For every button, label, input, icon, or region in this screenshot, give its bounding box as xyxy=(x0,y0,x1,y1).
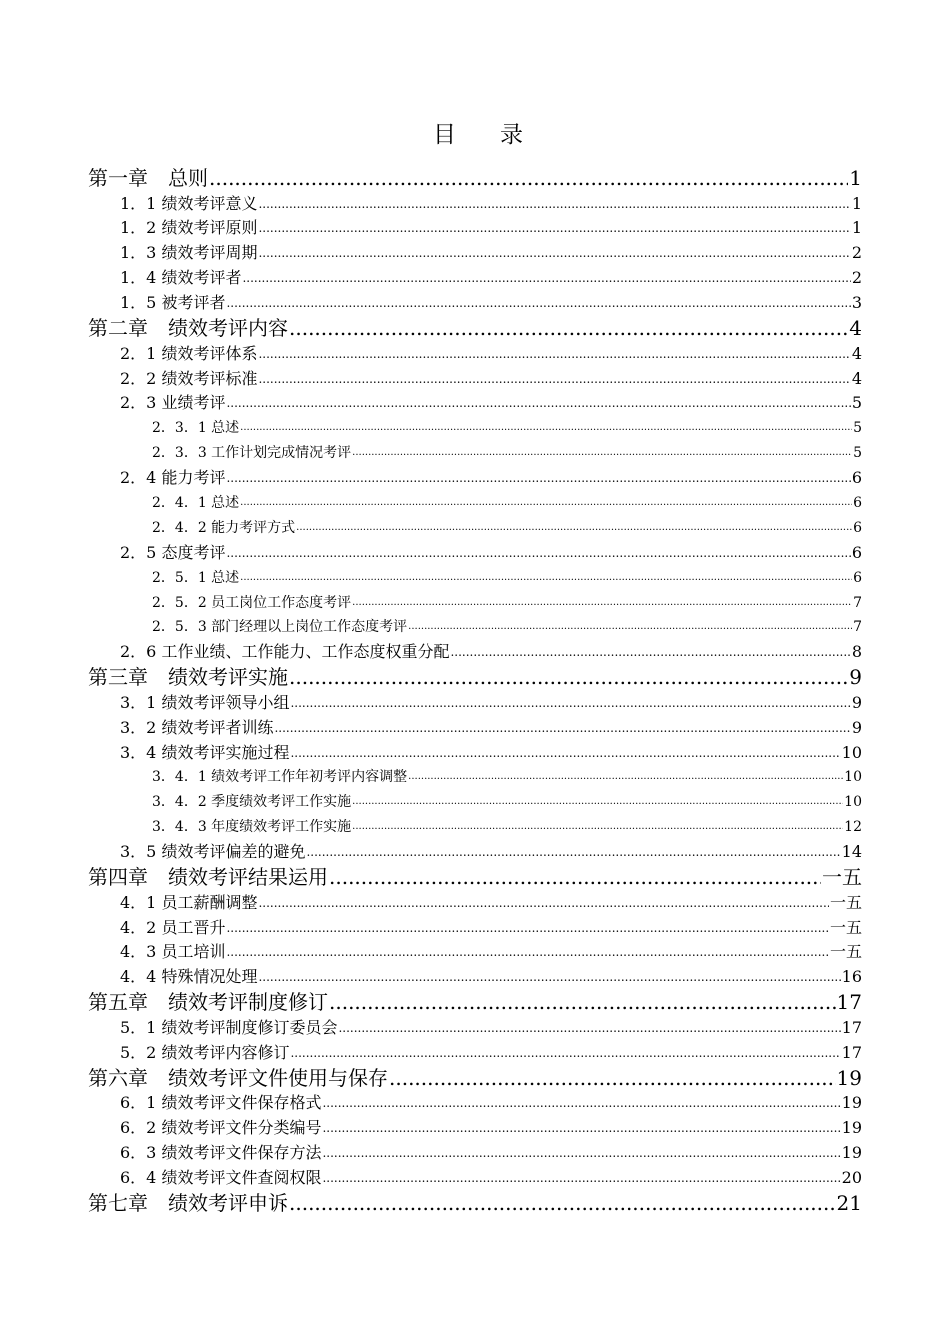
toc-subsection-entry[interactable] xyxy=(88,566,862,591)
toc-subsection-entry[interactable] xyxy=(88,516,862,541)
toc-entry-page-number: 7 xyxy=(853,619,862,636)
toc-entry-page-number: 19 xyxy=(841,1142,862,1162)
toc-section-entry[interactable] xyxy=(88,1091,862,1116)
toc-entry-page-number: 17 xyxy=(841,1017,862,1037)
toc-section-entry[interactable] xyxy=(88,192,862,217)
toc-subsection-entry[interactable] xyxy=(88,615,862,640)
toc-entry-page-number: 4 xyxy=(851,343,862,363)
toc-entry-label: 5．2 绩效考评内容修订 xyxy=(120,1042,290,1062)
toc-entry-label: 2．5 态度考评 xyxy=(120,542,226,562)
toc-chapter-entry[interactable] xyxy=(88,665,862,691)
toc-entry-page-number: 10 xyxy=(841,742,862,762)
toc-entry-page-number: 2 xyxy=(851,268,862,288)
toc-dot-leader xyxy=(296,516,852,541)
toc-entry-page-number: 19 xyxy=(836,1065,862,1090)
toc-chapter-entry[interactable] xyxy=(88,990,862,1016)
toc-dot-leader xyxy=(289,316,848,342)
toc-dot-leader xyxy=(289,665,848,691)
toc-section-entry[interactable] xyxy=(88,691,862,716)
toc-entry-label: 2．5．2 员工岗位工作态度考评 xyxy=(152,594,352,611)
toc-chapter-entry[interactable] xyxy=(88,865,862,891)
toc-section-entry[interactable] xyxy=(88,940,862,965)
toc-section-entry[interactable] xyxy=(88,891,862,916)
toc-entry-page-number: 9 xyxy=(849,665,862,690)
toc-entry-label: 第五章 绩效考评制度修订 xyxy=(88,990,328,1015)
toc-title-right: 录 xyxy=(500,122,523,148)
toc-section-entry[interactable] xyxy=(88,367,862,392)
toc-dot-leader xyxy=(226,916,829,941)
toc-entry-page-number: 1 xyxy=(851,218,862,238)
toc-entry-label: 第一章 总则 xyxy=(88,166,208,190)
toc-entry-label: 3．4．2 季度绩效考评工作实施 xyxy=(152,794,352,811)
toc-subsection-entry[interactable] xyxy=(88,815,862,840)
toc-subsection-entry[interactable] xyxy=(88,790,862,815)
toc-entry-page-number: 2 xyxy=(851,243,862,263)
toc-dot-leader xyxy=(306,840,840,865)
toc-subsection-entry[interactable] xyxy=(88,491,862,516)
toc-entry-label: 2．3 业绩考评 xyxy=(120,393,226,413)
toc-entry-label: 4．2 员工晋升 xyxy=(120,917,226,937)
toc-dot-leader xyxy=(226,466,850,491)
toc-section-entry[interactable] xyxy=(88,741,862,766)
toc-entry-page-number: 4 xyxy=(849,316,862,341)
toc-entry-label: 第四章 绩效考评结果运用 xyxy=(88,865,328,890)
toc-section-entry[interactable] xyxy=(88,1041,862,1066)
toc-dot-leader xyxy=(329,990,836,1016)
toc-entry-label: 3．2 绩效考评者训练 xyxy=(120,717,274,737)
toc-dot-leader xyxy=(258,192,850,217)
toc-entry-label: 5．1 绩效考评制度修订委员会 xyxy=(120,1017,338,1037)
toc-entry-label: 第二章 绩效考评内容 xyxy=(88,316,288,341)
toc-entry-page-number: 8 xyxy=(851,642,862,662)
toc-entry-label: 1．1 绩效考评意义 xyxy=(120,193,258,213)
toc-entry-label: 2．5．3 部门经理以上岗位工作态度考评 xyxy=(152,619,408,636)
toc-section-entry[interactable] xyxy=(88,342,862,367)
toc-dot-leader xyxy=(352,790,843,815)
toc-dot-leader xyxy=(338,1016,840,1041)
toc-section-entry[interactable] xyxy=(88,216,862,241)
toc-dot-leader xyxy=(450,640,850,665)
toc-dot-leader xyxy=(258,342,850,367)
toc-dot-leader xyxy=(226,541,850,566)
toc-entry-label: 第三章 绩效考评实施 xyxy=(88,665,288,690)
toc-dot-leader xyxy=(226,291,850,316)
toc-dot-leader xyxy=(242,266,850,291)
toc-section-entry[interactable] xyxy=(88,466,862,491)
toc-dot-leader xyxy=(322,1166,840,1191)
toc-entry-page-number: 6 xyxy=(853,494,862,511)
toc-entry-label: 6．3 绩效考评文件保存方法 xyxy=(120,1142,322,1162)
toc-entry-page-number: 一五 xyxy=(829,917,862,937)
toc-entry-label: 2．3．3 工作计划完成情况考评 xyxy=(152,445,352,462)
toc-section-entry[interactable] xyxy=(88,840,862,865)
toc-entry-page-number: 5 xyxy=(853,420,862,437)
toc-entry-label: 第七章 绩效考评申诉 xyxy=(88,1190,288,1215)
toc-dot-leader xyxy=(322,1091,840,1116)
toc-dot-leader xyxy=(209,166,848,192)
toc-entry-page-number: 5 xyxy=(853,445,862,462)
toc-entry-page-number: 14 xyxy=(841,842,862,862)
toc-dot-leader xyxy=(258,965,840,990)
toc-entry-page-number: 10 xyxy=(844,769,862,786)
toc-entry-label: 6．2 绩效考评文件分类编号 xyxy=(120,1118,322,1138)
toc-section-entry[interactable] xyxy=(88,1016,862,1041)
toc-entry-label: 4．1 员工薪酬调整 xyxy=(120,892,258,912)
toc-entry-label: 1．3 绩效考评周期 xyxy=(120,243,258,263)
toc-entry-label: 3．4．1 绩效考评工作年初考评内容调整 xyxy=(152,769,408,786)
toc-entry-label: 2．4 能力考评 xyxy=(120,468,226,488)
toc-section-entry[interactable] xyxy=(88,640,862,665)
toc-dot-leader xyxy=(352,441,852,466)
toc-subsection-entry[interactable] xyxy=(88,591,862,616)
toc-entry-page-number: 16 xyxy=(841,967,862,987)
toc-title-left: 目 xyxy=(433,122,456,148)
toc-entry-page-number: 17 xyxy=(836,990,862,1015)
toc-subsection-entry[interactable] xyxy=(88,765,862,790)
toc-dot-leader xyxy=(258,891,829,916)
toc-dot-leader xyxy=(290,1041,840,1066)
toc-subsection-entry[interactable] xyxy=(88,441,862,466)
toc-entry-label: 4．4 特殊情况处理 xyxy=(120,967,258,987)
toc-entry-page-number: 19 xyxy=(841,1093,862,1113)
toc-list xyxy=(88,166,862,1216)
toc-dot-leader xyxy=(258,367,850,392)
toc-entry-page-number: 一五 xyxy=(822,865,862,890)
toc-chapter-entry[interactable] xyxy=(88,1191,862,1217)
toc-entry-label: 3．4 绩效考评实施过程 xyxy=(120,742,290,762)
toc-section-entry[interactable] xyxy=(88,266,862,291)
toc-entry-page-number: 6 xyxy=(851,468,862,488)
toc-entry-page-number: 19 xyxy=(841,1118,862,1138)
toc-chapter-entry[interactable] xyxy=(88,316,862,342)
toc-section-entry[interactable] xyxy=(88,916,862,941)
toc-entry-page-number: 6 xyxy=(853,519,862,536)
toc-section-entry[interactable] xyxy=(88,241,862,266)
toc-entry-label: 3．1 绩效考评领导小组 xyxy=(120,692,290,712)
toc-dot-leader xyxy=(289,1191,836,1217)
toc-entry-label: 3．5 绩效考评偏差的避免 xyxy=(120,842,306,862)
toc-dot-leader xyxy=(408,615,852,640)
toc-entry-label: 6．4 绩效考评文件查阅权限 xyxy=(120,1167,322,1187)
toc-entry-page-number: 21 xyxy=(836,1190,862,1215)
toc-dot-leader xyxy=(258,216,850,241)
toc-section-entry[interactable] xyxy=(88,291,862,316)
toc-entry-label: 2．1 绩效考评体系 xyxy=(120,343,258,363)
toc-entry-page-number: 9 xyxy=(851,692,862,712)
toc-dot-leader xyxy=(226,391,850,416)
toc-dot-leader xyxy=(408,765,843,790)
toc-entry-label: 2．6 工作业绩、工作能力、工作态度权重分配 xyxy=(120,642,450,662)
toc-section-entry[interactable] xyxy=(88,1141,862,1166)
toc-entry-label: 2．4．1 总述 xyxy=(152,494,240,511)
toc-entry-page-number: 12 xyxy=(844,819,862,836)
toc-entry-label: 2．2 绩效考评标准 xyxy=(120,368,258,388)
toc-dot-leader xyxy=(352,815,843,840)
toc-entry-page-number: 4 xyxy=(851,368,862,388)
toc-dot-leader xyxy=(329,865,821,891)
toc-entry-page-number: 1 xyxy=(851,193,862,213)
toc-section-entry[interactable] xyxy=(88,1166,862,1191)
toc-dot-leader xyxy=(352,591,852,616)
toc-subsection-entry[interactable] xyxy=(88,416,862,441)
toc-section-entry[interactable] xyxy=(88,541,862,566)
toc-dot-leader xyxy=(258,241,850,266)
toc-entry-page-number: 6 xyxy=(851,542,862,562)
toc-chapter-entry[interactable] xyxy=(88,166,862,192)
toc-entry-page-number: 一五 xyxy=(829,942,862,962)
toc-entry-page-number: 20 xyxy=(841,1167,862,1187)
toc-entry-label: 2．5．1 总述 xyxy=(152,569,240,586)
toc-dot-leader xyxy=(240,491,852,516)
toc-dot-leader xyxy=(389,1066,836,1092)
toc-entry-label: 2．3．1 总述 xyxy=(152,420,240,437)
toc-dot-leader xyxy=(322,1141,840,1166)
toc-dot-leader xyxy=(240,416,852,441)
toc-entry-label: 1．4 绩效考评者 xyxy=(120,268,242,288)
toc-dot-leader xyxy=(290,741,840,766)
toc-section-entry[interactable] xyxy=(88,1116,862,1141)
toc-entry-page-number: 3 xyxy=(851,293,862,313)
toc-entry-page-number: 1 xyxy=(849,166,862,190)
toc-chapter-entry[interactable] xyxy=(88,1066,862,1092)
toc-entry-label: 第六章 绩效考评文件使用与保存 xyxy=(88,1065,388,1090)
toc-entry-label: 2．4．2 能力考评方式 xyxy=(152,519,296,536)
toc-section-entry[interactable] xyxy=(88,716,862,741)
toc-dot-leader xyxy=(322,1116,840,1141)
toc-entry-page-number: 17 xyxy=(841,1042,862,1062)
toc-dot-leader xyxy=(274,716,850,741)
toc-entry-label: 4．3 员工培训 xyxy=(120,942,226,962)
toc-dot-leader xyxy=(290,691,850,716)
toc-section-entry[interactable] xyxy=(88,391,862,416)
toc-entry-page-number: 6 xyxy=(853,569,862,586)
toc-entry-page-number: 9 xyxy=(851,717,862,737)
toc-entry-page-number: 7 xyxy=(853,594,862,611)
toc-title xyxy=(88,118,862,158)
toc-entry-page-number: 10 xyxy=(844,794,862,811)
toc-section-entry[interactable] xyxy=(88,965,862,990)
toc-entry-page-number: 一五 xyxy=(829,892,862,912)
toc-entry-label: 1．5 被考评者 xyxy=(120,293,226,313)
toc-entry-label: 6．1 绩效考评文件保存格式 xyxy=(120,1093,322,1113)
toc-dot-leader xyxy=(226,940,829,965)
toc-entry-label: 1．2 绩效考评原则 xyxy=(120,218,258,238)
toc-entry-label: 3．4．3 年度绩效考评工作实施 xyxy=(152,819,352,836)
toc-entry-page-number: 5 xyxy=(851,393,862,413)
toc-dot-leader xyxy=(240,566,852,591)
